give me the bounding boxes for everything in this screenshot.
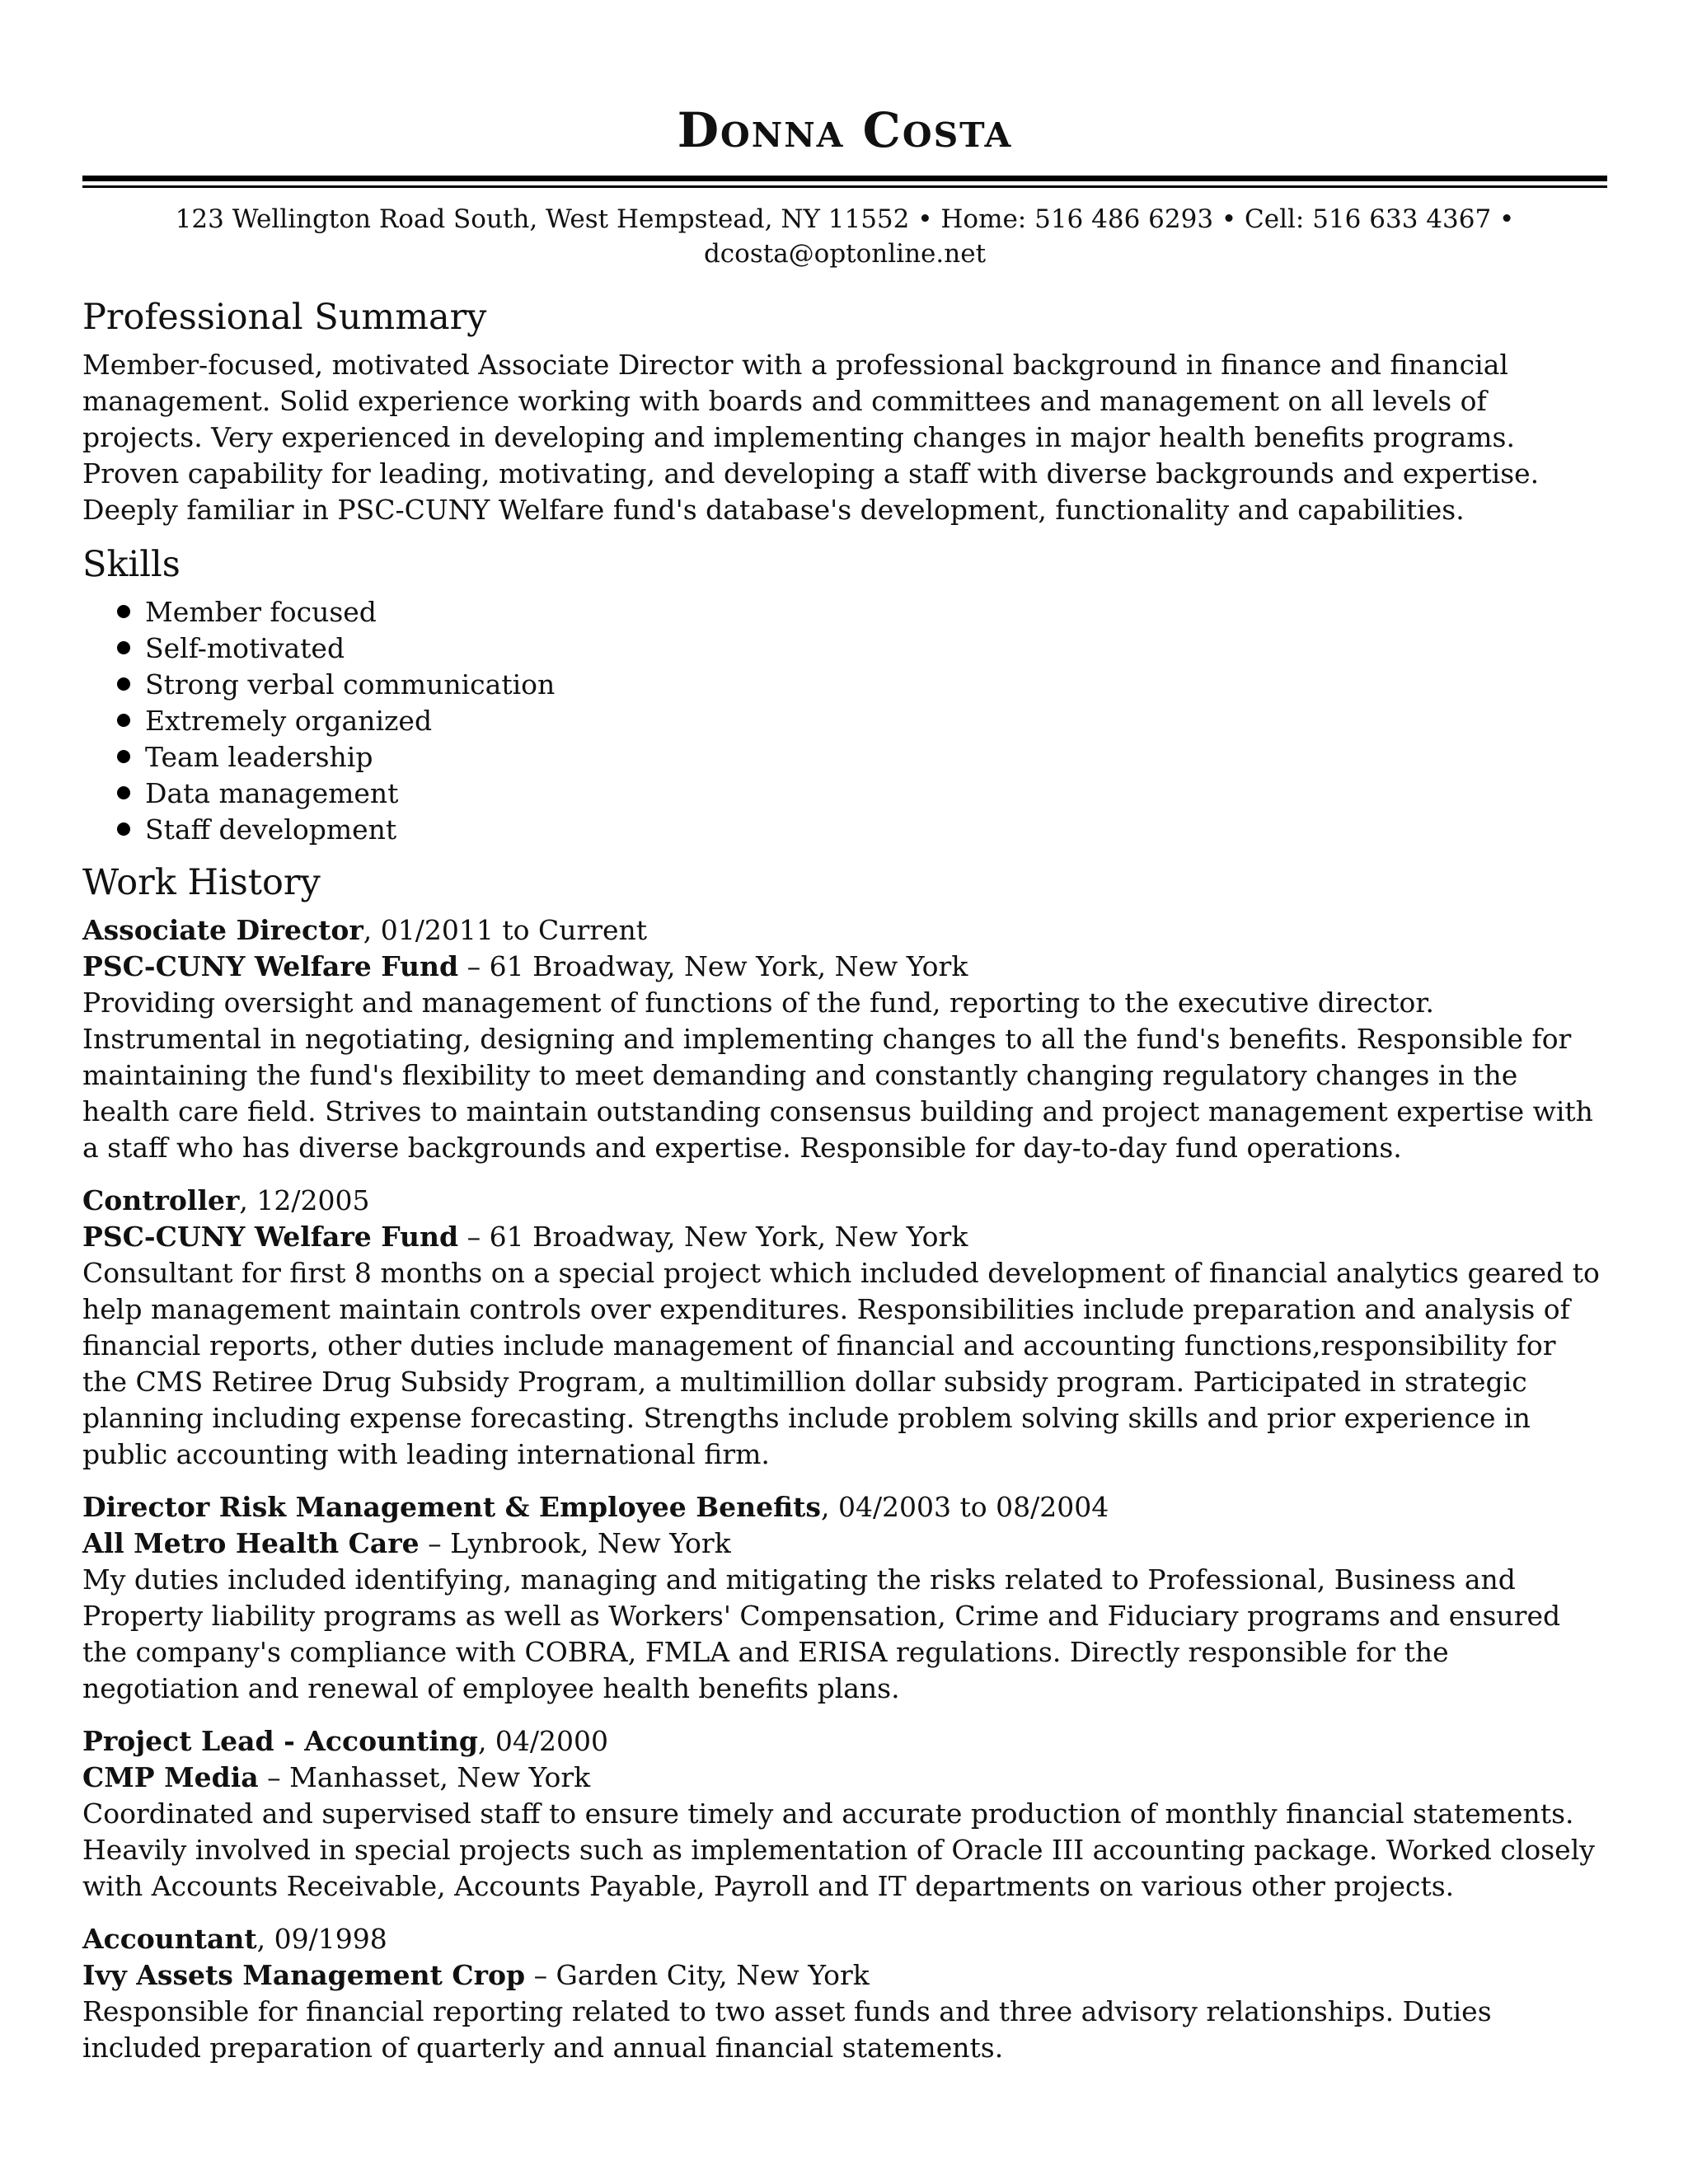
job-location: – 61 Broadway, New York, New York: [458, 1221, 968, 1253]
skill-item: [117, 812, 1607, 848]
skill-item: [117, 703, 1607, 739]
job-entry: [82, 1921, 1607, 2066]
contact-info: [82, 202, 1607, 271]
skills-list: [82, 594, 1607, 848]
job-dates: , 01/2011 to Current: [363, 914, 648, 946]
work-history-section: [82, 858, 1607, 2066]
job-description: My duties included identifying, managing and mitigating the risks related to Professional, Business and Property liability programs as well as Workers' Compensation, Crime and Fiduciary programs and ensured the company's compliance with COBRA, FMLA and ERISA regulations. Directly responsible for the negotiation and renewal of employee health benefits plans.: [82, 1563, 1561, 1704]
skill-label: Data management: [145, 777, 399, 809]
skills-section: [82, 540, 1607, 848]
skill-item: [117, 667, 1607, 703]
contact-line-address-phones: 123 Wellington Road South, West Hempstead, NY 11552 • Home: 516 486 6293 • Cell: 516 633 4367 •: [175, 204, 1515, 234]
job-description: Coordinated and supervised staff to ensure timely and accurate production of monthly financial statements. Heavily involved in special projects such as implementation of Oracle III accounting package. Worked closely with Accounts Receivable, Accounts Payable, Payroll and IT departments on various other projects.: [82, 1797, 1595, 1902]
header-rule-thin: [82, 185, 1607, 188]
job-employer: PSC-CUNY Welfare Fund: [82, 950, 459, 982]
job-employer: CMP Media: [82, 1761, 259, 1793]
job-role-line: [82, 1723, 1607, 1760]
bullet-icon: [117, 786, 130, 799]
job-employer: Ivy Assets Management Crop: [82, 1959, 526, 1991]
job-description: Providing oversight and management of functions of the fund, reporting to the executive director. Instrumental in negotiating, designing and implementing changes to all the fund's benefits. Responsible for maintaining the fund's flexibility to meet demanding and constantly changing regulatory changes in the health care field. Strives to maintain outstanding consensus building and project management expertise with a staff who has diverse backgrounds and expertise. Responsible for day-to-day fund operations.: [82, 987, 1593, 1164]
header-rule-thick: [82, 176, 1607, 181]
job-location: – Lynbrook, New York: [419, 1527, 731, 1559]
skill-label: Team leadership: [145, 741, 373, 773]
job-entry: [82, 912, 1607, 1166]
job-role-line: [82, 1921, 1607, 1957]
job-description: Responsible for financial reporting related to two asset funds and three advisory relationships. Duties included preparation of quarterly and annual financial statements.: [82, 1995, 1492, 2064]
bullet-icon: [117, 641, 130, 654]
candidate-name: Donna Costa: [677, 102, 1013, 158]
bullet-icon: [117, 750, 130, 763]
job-dates: , 12/2005: [239, 1184, 370, 1216]
job-location: – Garden City, New York: [525, 1959, 870, 1991]
job-employer: PSC-CUNY Welfare Fund: [82, 1221, 459, 1253]
job-location: – Manhasset, New York: [258, 1761, 591, 1793]
skills-title: Skills: [82, 544, 181, 585]
skill-item: [117, 776, 1607, 812]
contact-line-email: dcosta@optonline.net: [703, 239, 987, 269]
job-employer: All Metro Health Care: [82, 1527, 420, 1559]
job-role: Project Lead - Accounting: [82, 1725, 478, 1757]
job-dates: , 09/1998: [256, 1923, 387, 1955]
skill-item: [117, 739, 1607, 776]
job-description: Consultant for first 8 months on a special project which included development of financial analytics geared to help management maintain controls over expenditures. Responsibilities include preparation and analysis of financial reports, other duties include management of financial and accounting functions,responsibility for the CMS Retiree Drug Subsidy Program, a multimillion dollar subsidy program. Participated in strategic planning including expense forecasting. Strengths include problem solving skills and prior experience in public accounting with leading international firm.: [82, 1257, 1600, 1470]
job-entry: [82, 1183, 1607, 1473]
skill-label: Self-motivated: [145, 632, 345, 664]
summary-text: Member-focused, motivated Associate Director with a professional background in finance and financial management. Solid experience working with boards and committees and management on all levels of projects. Very experienced in developing and implementing changes in major health benefits programs. Proven capability for leading, motivating, and developing a staff with diverse backgrounds and expertise. Deeply familiar in PSC-CUNY Welfare fund's database's development, functionality and capabilities.: [82, 349, 1540, 526]
skill-label: Extremely organized: [145, 705, 433, 737]
job-role: Director Risk Management & Employee Benefits: [82, 1491, 821, 1523]
work-history-title: Work History: [82, 862, 321, 903]
skill-label: Member focused: [145, 596, 377, 628]
bullet-icon: [117, 714, 130, 727]
job-dates: , 04/2000: [477, 1725, 609, 1757]
job-dates: , 04/2003 to 08/2004: [820, 1491, 1109, 1523]
summary-title: Professional Summary: [82, 297, 487, 338]
job-location: – 61 Broadway, New York, New York: [458, 950, 968, 982]
job-employer-line: [82, 1526, 1607, 1562]
job-employer-line: [82, 949, 1607, 985]
job-role-line: [82, 1489, 1607, 1526]
job-entry: [82, 1723, 1607, 1905]
bullet-icon: [117, 823, 130, 836]
bullet-icon: [117, 677, 130, 691]
resume-content: [82, 293, 1607, 2083]
job-employer-line: [82, 1760, 1607, 1796]
job-role: Accountant: [82, 1923, 257, 1955]
job-employer-line: [82, 1957, 1607, 1994]
bullet-icon: [117, 605, 130, 618]
job-role-line: [82, 912, 1607, 949]
job-entry: [82, 1489, 1607, 1707]
skill-label: Strong verbal communication: [145, 668, 556, 701]
skill-label: Staff development: [145, 813, 397, 846]
job-role: Controller: [82, 1184, 240, 1216]
job-employer-line: [82, 1219, 1607, 1255]
job-role: Associate Director: [82, 914, 363, 946]
job-role-line: [82, 1183, 1607, 1219]
summary-section: [82, 293, 1607, 528]
skill-item: [117, 630, 1607, 667]
skill-item: [117, 594, 1607, 630]
